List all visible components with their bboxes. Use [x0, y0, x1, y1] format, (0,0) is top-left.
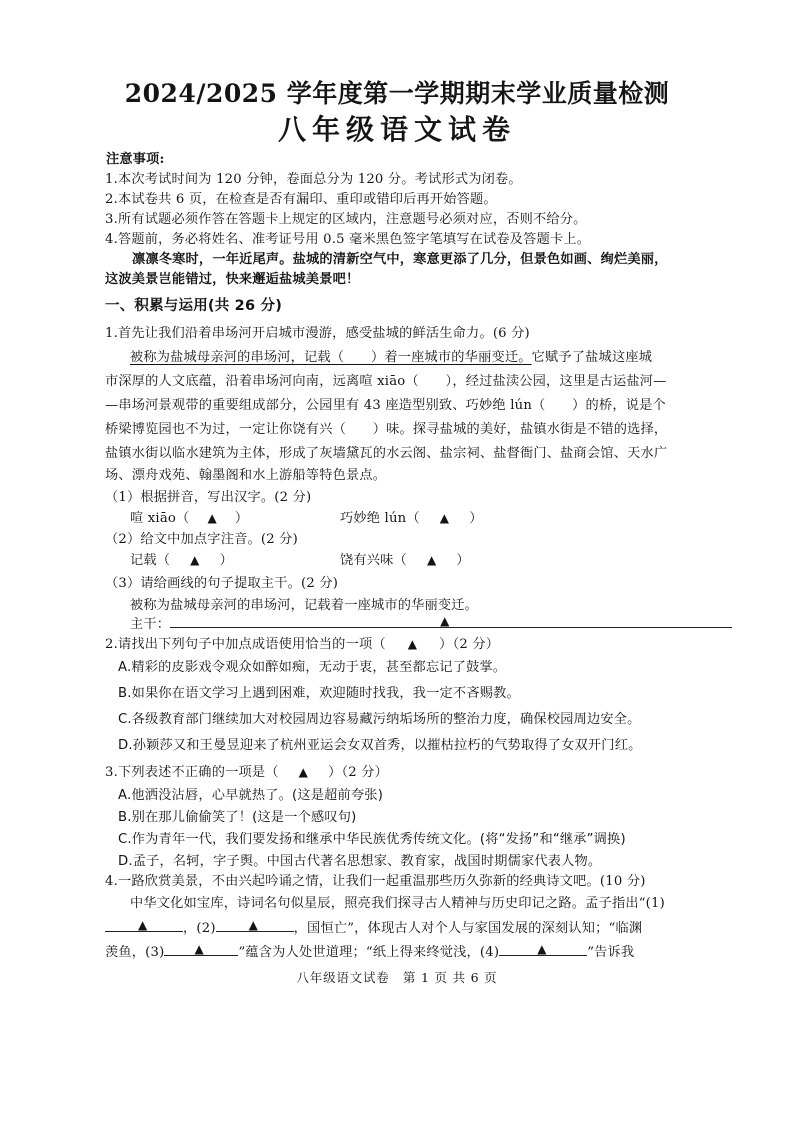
q2-option-a: A.精彩的皮影戏令观众如醉如痴，无动于衷，甚至都忘记了鼓掌。 — [118, 660, 507, 675]
intro-line-1: 凛凛冬寒时，一年近尾声。盐城的清新空气中，寒意更添了几分，但景色如画、绚烂美丽， — [132, 252, 668, 267]
q4-blank-2 — [216, 916, 294, 932]
note-item-1: 1.本次考试时间为 120 分钟，卷面总分为 120 分。考试形式为闭卷。 — [105, 172, 522, 187]
notes-heading: 注意事项: — [106, 152, 165, 167]
note-item-2: 2.本试卷共 6 页，在检查是否有漏印、重印或错印后再开始答题。 — [105, 192, 497, 207]
q3-option-b: B.别在那儿偷偷笑了！(这是一个感叹句) — [118, 810, 357, 825]
answer-mark: ▲ — [407, 637, 418, 651]
q1-stem: 1.首先让我们沿着串场河开启城市漫游，感受盐城的鲜活生命力。(6 分) — [105, 326, 530, 341]
q1-passage-line-1 — [130, 348, 652, 368]
q1-sub3: （3）请给画线的句子提取主干。(2 分) — [105, 576, 339, 591]
note-item-3: 3.所有试题必须作答在答题卡上规定的区域内，注意题号必须对应，否则不给分。 — [105, 212, 587, 227]
exam-title: 2024/2025 学年度第一学期期末学业质量检测 — [124, 79, 670, 108]
q3-option-a: A.他洒没沾唇，心早就热了。(这是超前夸张) — [118, 788, 384, 803]
q2-option-b: B.如果你在语文学习上遇到困难，欢迎随时找我，我一定不吝赐教。 — [118, 686, 520, 701]
answer-mark: ▲ — [190, 553, 200, 567]
q4-line-1: 中华文化如宝库，诗词名句似星辰，照亮我们探寻古人精神与历史印记之路。孟子指出“(1) — [130, 896, 665, 911]
q1-passage-line-2: 市深厚的人文底蕴，沿着串场河向南，远离喧 xiāo（ ），经过盐渎公园，这里是古运盐河— — [105, 374, 667, 389]
answer-mark: ▲ — [248, 918, 259, 932]
q1-sub2: （2）给文中加点字注音。(2 分) — [105, 532, 298, 547]
trunk-answer-blank — [170, 612, 732, 628]
q1-passage-line-4: 桥梁博览园也不为过，一定让你饶有兴（ ）味。探寻盐城的美好，盐镇水街是不错的选择， — [105, 422, 668, 437]
answer-mark: ▲ — [440, 614, 450, 628]
q4-line-3: 羡鱼，(3) ▲ ”蕴含为人处世道理；“纸上得来终觉浅，(4) ▲ ”告诉我 — [105, 940, 634, 963]
q4-blank-4 — [499, 940, 587, 956]
answer-mark: ▲ — [439, 511, 450, 525]
q4-stem: 4.一路欣赏美景，不由兴起吟诵之情，让我们一起重温那些历久弥新的经典诗文吧。(10 分) — [105, 874, 646, 889]
q1-passage-rest: 它赋予了盐城这座城 — [531, 350, 653, 365]
q2-option-c: C.各级教育部门继续加大对校园周边容易藏污纳垢场所的整治力度，确保校园周边安全。 — [118, 712, 641, 727]
q3-option-d: D.孟子，名轲，字子舆。中国古代著名思想家、教育家，战国时期儒家代表人物。 — [118, 854, 602, 869]
q1-passage-line-3: —串场河景观带的重要组成部分，公园里有 43 座造型别致、巧妙绝 lún（ ）的桥，说是个 — [105, 398, 666, 413]
q3-option-c: C.作为青年一代，我们要发扬和继承中华民族优秀传统文化。(将“发扬”和“继承”调换) — [118, 832, 626, 847]
page-footer: 八年级语文试卷 第 1 页 共 6 页 — [296, 970, 498, 985]
answer-mark: ▲ — [426, 553, 437, 567]
q1-underlined-sentence: 被称为盐城母亲河的串场河，记载（ ）着一座城市的华丽变迁。 — [130, 350, 532, 365]
q1-sub1-item-b: 巧妙绝 lún（ ▲ ） — [340, 511, 483, 526]
answer-mark: ▲ — [194, 942, 204, 956]
answer-mark: ▲ — [207, 511, 217, 525]
section-1-title: 一、积累与运用(共 26 分) — [105, 298, 283, 314]
trunk-label: 主干： — [130, 617, 171, 632]
q4-blank-1 — [105, 916, 183, 932]
q1-sub2-item-a: 记载（ ▲ ） — [130, 553, 233, 568]
exam-subtitle: 八年级语文试卷 — [277, 113, 516, 146]
q2-option-d: D.孙颖莎又和王曼昱迎来了杭州亚运会女双首秀，以摧枯拉朽的气势取得了女双开门红。 — [118, 738, 642, 753]
answer-mark: ▲ — [537, 942, 547, 956]
answer-mark: ▲ — [298, 765, 309, 779]
answer-mark: ▲ — [138, 918, 148, 932]
q1-trunk-answer — [130, 612, 732, 635]
q4-line-2: ▲ ，(2) ▲ ，国恒亡”，体现古人对个人与家国发展的深刻认知；“临渊 — [105, 916, 642, 939]
q1-sub1-item-a: 喧 xiāo（ ▲ ） — [130, 511, 249, 526]
intro-line-2: 这波美景岂能错过，快来邂逅盐城美景吧！ — [105, 272, 360, 287]
q1-sub2-item-b: 饶有兴味（ ▲ ） — [340, 553, 470, 568]
q1-sub1: （1）根据拼音，写出汉字。(2 分) — [105, 490, 312, 505]
q4-blank-3 — [164, 940, 238, 956]
q1-sub3-sentence: 被称为盐城母亲河的串场河，记载着一座城市的华丽变迁。 — [130, 598, 479, 613]
q1-passage-line-6: 场、漂舟戏苑、翰墨阁和水上游船等特色景点。 — [105, 468, 387, 483]
note-item-4: 4.答题前，务必将姓名、准考证号用 0.5 毫米黑色签字笔填写在试卷及答题卡上。 — [105, 232, 591, 247]
q2-stem: 2.请找出下列句子中加点成语使用恰当的一项（ ▲ ）（2 分） — [105, 637, 500, 652]
q1-passage-line-5: 盐镇水街以临水建筑为主体，形成了灰墙黛瓦的水云阁、盐宗祠、盐督衙门、盐商会馆、天水广 — [105, 446, 668, 461]
q3-stem: 3.下列表述不正确的一项是（ ▲ ）（2 分） — [105, 765, 389, 780]
